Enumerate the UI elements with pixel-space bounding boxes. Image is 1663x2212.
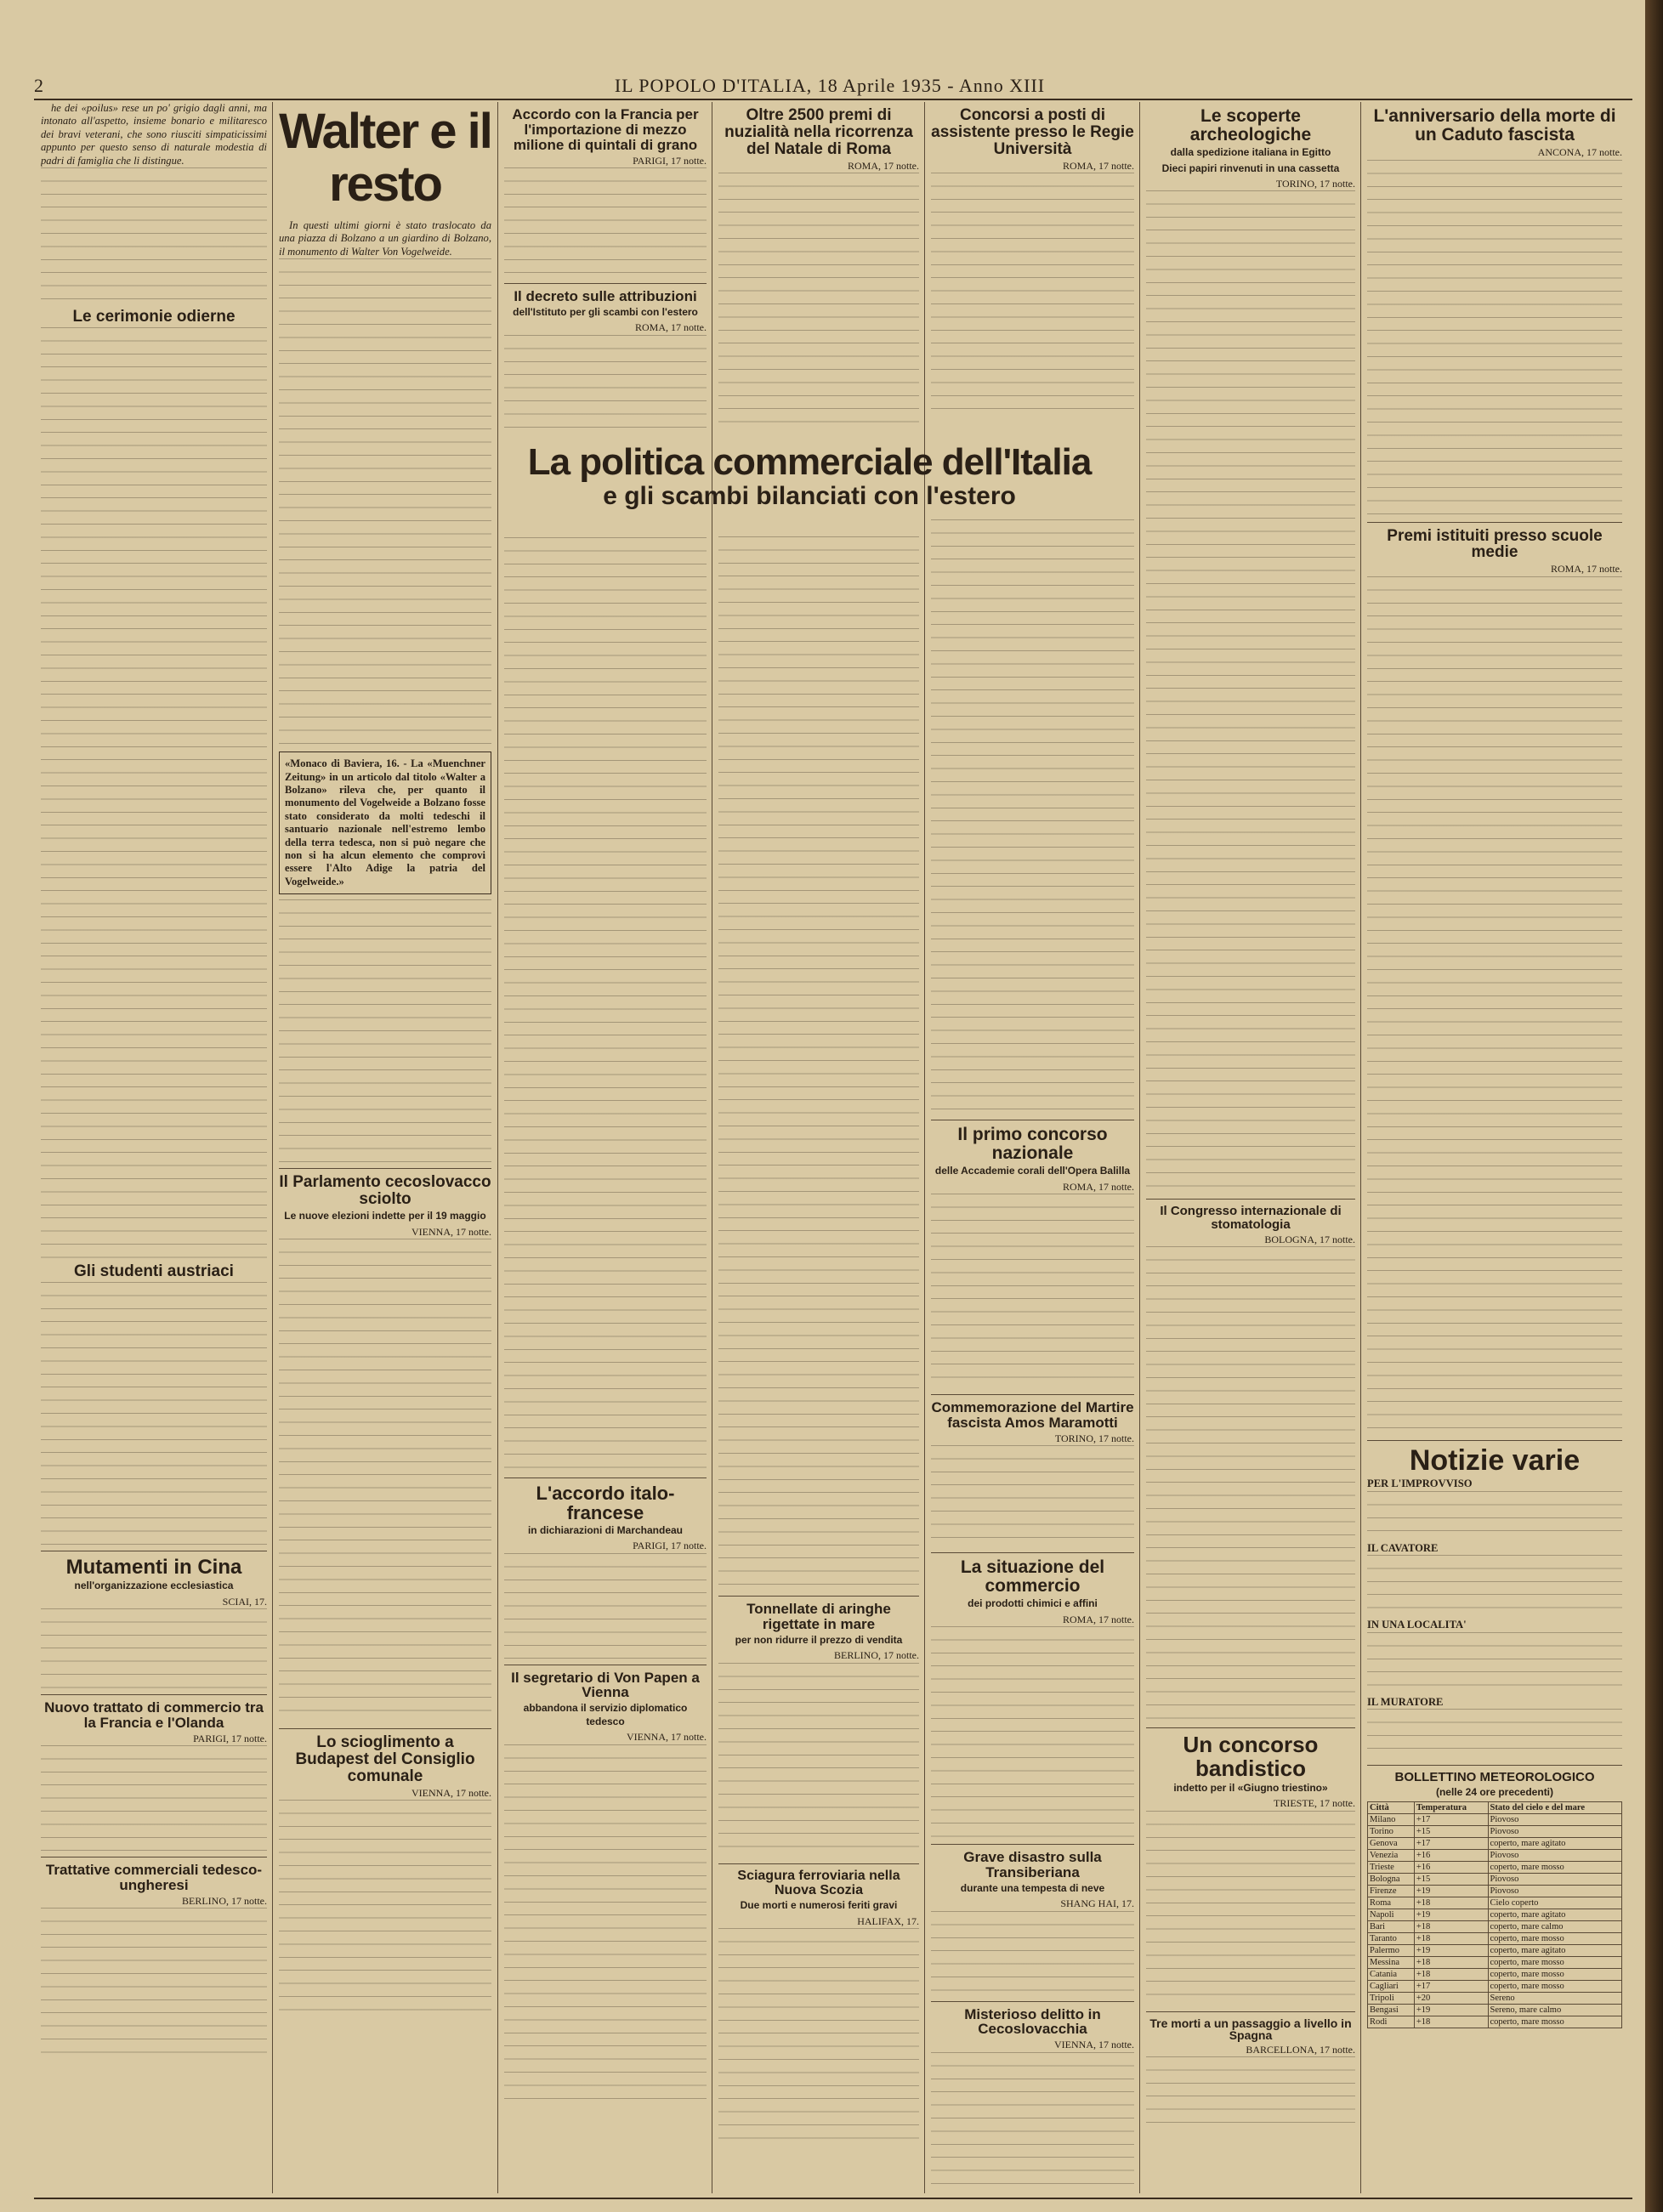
conditions-cell: coperto, mare agitato xyxy=(1488,1909,1621,1921)
body-text xyxy=(504,537,707,1472)
conditions-cell: coperto, mare agitato xyxy=(1488,1838,1621,1850)
temperature-cell: +18 xyxy=(1414,2016,1488,2028)
temperature-cell: +18 xyxy=(1414,1969,1488,1981)
headline: Accordo con la Francia per l'importazione di mezzo milione di quintali di grano xyxy=(512,106,699,153)
city-cell: Venezia xyxy=(1368,1850,1415,1862)
body-text xyxy=(279,258,491,752)
dateline: VIENNA, 17 notte. xyxy=(411,1225,491,1238)
column-7 xyxy=(1367,102,1622,2193)
city-cell: Napoli xyxy=(1368,1909,1415,1921)
temperature-cell: +20 xyxy=(1414,1993,1488,2005)
city-cell: Trieste xyxy=(1368,1862,1415,1874)
subheadline: dei prodotti chimici e affini xyxy=(968,1597,1098,1610)
body-text xyxy=(279,899,491,1163)
conditions-cell: Piovoso xyxy=(1488,1850,1621,1862)
body-text xyxy=(41,167,267,303)
masthead xyxy=(34,75,1632,97)
subheadline: abbandona il servizio diplomatico tedesco xyxy=(523,1702,688,1727)
conditions-cell: coperto, mare mosso xyxy=(1488,2016,1621,2028)
body-text xyxy=(41,1608,267,1689)
body-text xyxy=(1146,2056,1355,2133)
dateline: HALIFAX, 17. xyxy=(857,1914,919,1927)
temperature-cell: +18 xyxy=(1414,1957,1488,1969)
headline: Concorsi a posti di assistente presso le Regie Università xyxy=(931,106,1134,158)
conditions-cell: coperto, mare mosso xyxy=(1488,1957,1621,1969)
weather-table-row xyxy=(1368,2005,1622,2016)
headline: Premi istituiti presso scuole medie xyxy=(1387,526,1603,562)
body-text xyxy=(931,173,1134,411)
headline: Sciagura ferroviaria nella Nuova Scozia xyxy=(737,1868,900,1897)
conditions-cell: coperto, mare mosso xyxy=(1488,1981,1621,1993)
subheadline: per non ridurre il prezzo di vendita xyxy=(735,1633,903,1646)
body-text xyxy=(931,1194,1134,1389)
temperature-cell: +19 xyxy=(1414,1945,1488,1957)
body-text xyxy=(718,536,919,1591)
dateline: TORINO, 17 notte. xyxy=(1275,177,1355,190)
body-text xyxy=(504,167,707,278)
conditions-cell: Piovoso xyxy=(1488,1874,1621,1886)
headline: Un concorso bandistico xyxy=(1183,1732,1319,1781)
column-divider xyxy=(1139,102,1140,2193)
city-cell: Bari xyxy=(1368,1921,1415,1933)
city-cell: Torino xyxy=(1368,1826,1415,1838)
headline: Lo scioglimento a Budapest del Consiglio comunale xyxy=(295,1733,475,1785)
dateline: PARIGI, 17 notte. xyxy=(193,1732,267,1744)
temperature-cell: +17 xyxy=(1414,1981,1488,1993)
conditions-cell: coperto, mare mosso xyxy=(1488,1933,1621,1945)
headline: Il Parlamento cecoslovacco sciolto xyxy=(279,1173,491,1209)
weather-table-row xyxy=(1368,1981,1622,1993)
headline: Il primo concorso nazionale xyxy=(957,1125,1108,1164)
weather-table-row xyxy=(1368,1909,1622,1921)
headline: La situazione del commercio xyxy=(960,1557,1105,1597)
weather-table-row xyxy=(1368,1838,1622,1850)
headline: Tre morti a un passaggio a livello in Spagna xyxy=(1149,2016,1352,2043)
dateline: PARIGI, 17 notte. xyxy=(633,154,707,167)
dateline: BARCELLONA, 17 notte. xyxy=(1246,2044,1355,2056)
body-text xyxy=(1367,1491,1622,1542)
headline: Gli studenti austriaci xyxy=(74,1262,234,1280)
weather-table-row xyxy=(1368,2016,1622,2028)
page-number: 2 xyxy=(34,75,44,96)
dateline: BERLINO, 17 notte. xyxy=(834,1649,919,1662)
weather-table-row xyxy=(1368,1957,1622,1969)
temperature-cell: +16 xyxy=(1414,1850,1488,1862)
news-item-lead: PER L'IMPROVVISO xyxy=(1367,1478,1473,1490)
temperature-cell: +15 xyxy=(1414,1826,1488,1838)
weather-table-row xyxy=(1368,1862,1622,1874)
subheadline: in dichiarazioni di Marchandeau xyxy=(527,1523,684,1536)
city-cell: Messina xyxy=(1368,1957,1415,1969)
column-divider xyxy=(497,102,498,2193)
page-edge xyxy=(1645,0,1663,2212)
body-text xyxy=(504,1553,707,1659)
body-text xyxy=(931,1445,1134,1547)
headline: Trattative commerciali tedesco-ungheresi xyxy=(45,1862,263,1893)
column-1 xyxy=(41,102,267,2193)
column-divider xyxy=(272,102,273,2193)
masthead-rule xyxy=(34,99,1632,100)
headline: Tonnellate di aringhe rigettate in mare xyxy=(746,1601,891,1633)
dateline: BOLOGNA, 17 notte. xyxy=(1264,1233,1355,1245)
dateline: ROMA, 17 notte. xyxy=(848,159,919,172)
dateline: VIENNA, 17 notte. xyxy=(411,1786,491,1799)
bottom-rule xyxy=(34,2198,1632,2199)
article-text: he dei «poilus» rese un po' grigio dagli anni, ma intonato all'aspetto, insieme bonario e militaresco dei bravi veterani, che sono riusciti simpaticissimi appunto per questo senso di naturale modestia di padri di famiglia che li distingue. xyxy=(41,102,267,167)
body-text xyxy=(41,1282,267,1546)
body-text xyxy=(1146,1811,1355,2006)
subheadline: Due morti e numerosi feriti gravi xyxy=(740,1899,898,1912)
headline: Walter e il resto xyxy=(279,104,491,212)
weather-bulletin-subtitle: (nelle 24 ore precedenti) xyxy=(1435,1785,1554,1798)
dateline: TRIESTE, 17 notte. xyxy=(1274,1797,1355,1810)
conditions-cell: coperto, mare mosso xyxy=(1488,1969,1621,1981)
dateline: ROMA, 17 notte. xyxy=(1551,563,1622,576)
headline: L'accordo italo-francese xyxy=(536,1482,675,1523)
temperature-cell: +19 xyxy=(1414,2005,1488,2016)
subheadline: indetto per il «Giugno triestino» xyxy=(1173,1781,1328,1794)
city-cell: Rodi xyxy=(1368,2016,1415,2028)
subheadline: dell'Istituto per gli scambi con l'estero xyxy=(513,305,698,318)
subheadline: nell'organizzazione ecclesiastica xyxy=(74,1580,234,1592)
body-text xyxy=(41,1908,267,2061)
weather-table-row xyxy=(1368,1945,1622,1957)
weather-table-row xyxy=(1368,1969,1622,1981)
headline: Il segretario di Von Papen a Vienna xyxy=(511,1669,700,1701)
subheadline: durante una tempesta di neve xyxy=(960,1881,1105,1894)
weather-table-row xyxy=(1368,1850,1622,1862)
column-divider xyxy=(924,102,925,2193)
body-text xyxy=(41,1745,267,1852)
subheadline: delle Accademie corali dell'Opera Balilla xyxy=(934,1165,1131,1177)
temperature-cell: +19 xyxy=(1414,1886,1488,1897)
column-3 xyxy=(504,102,707,2193)
body-text xyxy=(931,2052,1134,2193)
body-text xyxy=(1146,190,1355,1194)
body-text xyxy=(279,1800,491,2012)
city-cell: Cagliari xyxy=(1368,1981,1415,1993)
body-text xyxy=(504,1744,707,2101)
body-text xyxy=(1367,1709,1622,1760)
temperature-cell: +17 xyxy=(1414,1814,1488,1826)
headline: Oltre 2500 premi di nuzialità nella ricorrenza del Natale di Roma xyxy=(724,106,913,158)
headline: Le cerimonie odierne xyxy=(72,308,236,326)
dateline: PARIGI, 17 notte. xyxy=(633,1540,707,1552)
subheadline: dalla spedizione italiana in Egitto xyxy=(1170,146,1331,159)
conditions-cell: coperto, mare mosso xyxy=(1488,1862,1621,1874)
conditions-cell: coperto, mare calmo xyxy=(1488,1921,1621,1933)
body-text xyxy=(931,1626,1134,1839)
body-text xyxy=(1367,160,1622,517)
headline: Il decreto sulle attribuzioni xyxy=(514,287,697,304)
news-item-lead: IL CAVATORE xyxy=(1367,1541,1439,1554)
dateline: ROMA, 17 notte. xyxy=(1063,159,1134,172)
quoted-box: «Monaco di Baviera, 16. - La «Muenchner Zeitung» in un articolo dal titolo «Walter a Bolzano» rileva che, per quanto il monumento del Vogelweide a Bolzano fosse stato considerato da molti tedeschi il santuario nazionale nell'estremo lembo della terra tedesca, non si può negare che non si ha alcun elemento che comprovi essere l'Alto Adige la patria del Vogelweide.» xyxy=(279,752,491,894)
body-text xyxy=(1367,1632,1622,1696)
city-cell: Firenze xyxy=(1368,1886,1415,1897)
weather-table-row xyxy=(1368,1814,1622,1826)
weather-table-header: Stato del cielo e del mare xyxy=(1488,1802,1621,1814)
conditions-cell: Piovoso xyxy=(1488,1814,1621,1826)
weather-table-row xyxy=(1368,1897,1622,1909)
weather-table-row xyxy=(1368,1933,1622,1945)
weather-table-row xyxy=(1368,1874,1622,1886)
headline: Commemorazione del Martire fascista Amos Maramotti xyxy=(931,1399,1134,1431)
conditions-cell: Sereno xyxy=(1488,1993,1621,2005)
city-cell: Taranto xyxy=(1368,1933,1415,1945)
headline: Grave disastro sulla Transiberiana xyxy=(963,1849,1102,1880)
news-item-lead: IL MURATORE xyxy=(1367,1695,1444,1708)
column-4 xyxy=(718,102,919,2193)
body-text xyxy=(718,1928,919,2149)
temperature-cell: +18 xyxy=(1414,1933,1488,1945)
city-cell: Palermo xyxy=(1368,1945,1415,1957)
headline: Misterioso delitto in Cecoslovacchia xyxy=(964,2005,1101,2038)
weather-table-header: Città xyxy=(1368,1802,1415,1814)
dateline: TORINO, 17 notte. xyxy=(1054,1432,1134,1444)
newspaper-title: IL POPOLO D'ITALIA, 18 Aprile 1935 - Anno XIII xyxy=(614,75,1046,96)
column-2 xyxy=(279,102,491,2193)
conditions-cell: coperto, mare agitato xyxy=(1488,1945,1621,1957)
temperature-cell: +17 xyxy=(1414,1838,1488,1850)
body-text xyxy=(279,1239,491,1723)
body-text xyxy=(1367,576,1622,1435)
main-subheadline: e gli scambi bilanciati con l'estero xyxy=(603,482,1016,510)
weather-table xyxy=(1367,1801,1622,2028)
column-divider xyxy=(1360,102,1361,2193)
body-text xyxy=(718,1663,919,1858)
body-text xyxy=(1146,1246,1355,1722)
dateline: VIENNA, 17 notte. xyxy=(1054,2039,1134,2051)
article-text: In questi ultimi giorni è stato traslocato da una piazza di Bolzano a un giardino di Bolzano, il monumento di Walter Von Vogelweide. xyxy=(279,219,491,258)
temperature-cell: +18 xyxy=(1414,1921,1488,1933)
temperature-cell: +18 xyxy=(1414,1897,1488,1909)
news-item-lead: IN UNA LOCALITA' xyxy=(1367,1619,1467,1631)
city-cell: Genova xyxy=(1368,1838,1415,1850)
city-cell: Tripoli xyxy=(1368,1993,1415,2005)
headline: Notizie varie xyxy=(1409,1443,1581,1477)
headline: Il Congresso internazionale di stomatologia xyxy=(1160,1204,1342,1233)
conditions-cell: Piovoso xyxy=(1488,1826,1621,1838)
temperature-cell: +16 xyxy=(1414,1862,1488,1874)
headline: Nuovo trattato di commercio tra la Francia e l'Olanda xyxy=(44,1699,264,1731)
dateline: ROMA, 17 notte. xyxy=(635,321,707,334)
body-text xyxy=(504,335,707,428)
headline: Le scoperte archeologiche xyxy=(1189,106,1312,145)
weather-table-row xyxy=(1368,1921,1622,1933)
weather-bulletin-title: BOLLETTINO METEOROLOGICO xyxy=(1394,1770,1595,1785)
headline: L'anniversario della morte di un Caduto fascista xyxy=(1373,106,1616,145)
dateline: BERLINO, 17 notte. xyxy=(182,1894,267,1907)
city-cell: Catania xyxy=(1368,1969,1415,1981)
conditions-cell: Cielo coperto xyxy=(1488,1897,1621,1909)
city-cell: Bengasi xyxy=(1368,2005,1415,2016)
dateline: VIENNA, 17 notte. xyxy=(627,1731,707,1744)
body-text xyxy=(931,1911,1134,1996)
dateline: ROMA, 17 notte. xyxy=(1063,1180,1134,1193)
dateline: SCIAI, 17. xyxy=(222,1595,267,1608)
subheadline: Dieci papiri rinvenuti in una cassetta xyxy=(1161,162,1340,174)
column-5 xyxy=(931,102,1134,2193)
column-6 xyxy=(1146,102,1355,2193)
dateline: ANCONA, 17 notte. xyxy=(1537,146,1622,159)
weather-table-row xyxy=(1368,1886,1622,1897)
body-text xyxy=(718,173,919,428)
weather-table-row xyxy=(1368,1826,1622,1838)
conditions-cell: Piovoso xyxy=(1488,1886,1621,1897)
city-cell: Bologna xyxy=(1368,1874,1415,1886)
city-cell: Roma xyxy=(1368,1897,1415,1909)
weather-table-header: Temperatura xyxy=(1414,1802,1488,1814)
city-cell: Milano xyxy=(1368,1814,1415,1826)
headline: Mutamenti in Cina xyxy=(65,1555,242,1579)
temperature-cell: +19 xyxy=(1414,1909,1488,1921)
temperature-cell: +15 xyxy=(1414,1874,1488,1886)
weather-table-row xyxy=(1368,1993,1622,2005)
body-text xyxy=(1367,1555,1622,1619)
subheadline: Le nuove elezioni indette per il 19 maggio xyxy=(284,1210,486,1222)
conditions-cell: Sereno, mare calmo xyxy=(1488,2005,1621,2016)
dateline: ROMA, 17 notte. xyxy=(1063,1613,1134,1625)
dateline: SHANG HAI, 17. xyxy=(1060,1897,1134,1910)
body-text xyxy=(931,519,1134,1115)
body-text xyxy=(41,327,267,1258)
main-headline: La politica commerciale dell'Italia xyxy=(527,441,1092,483)
